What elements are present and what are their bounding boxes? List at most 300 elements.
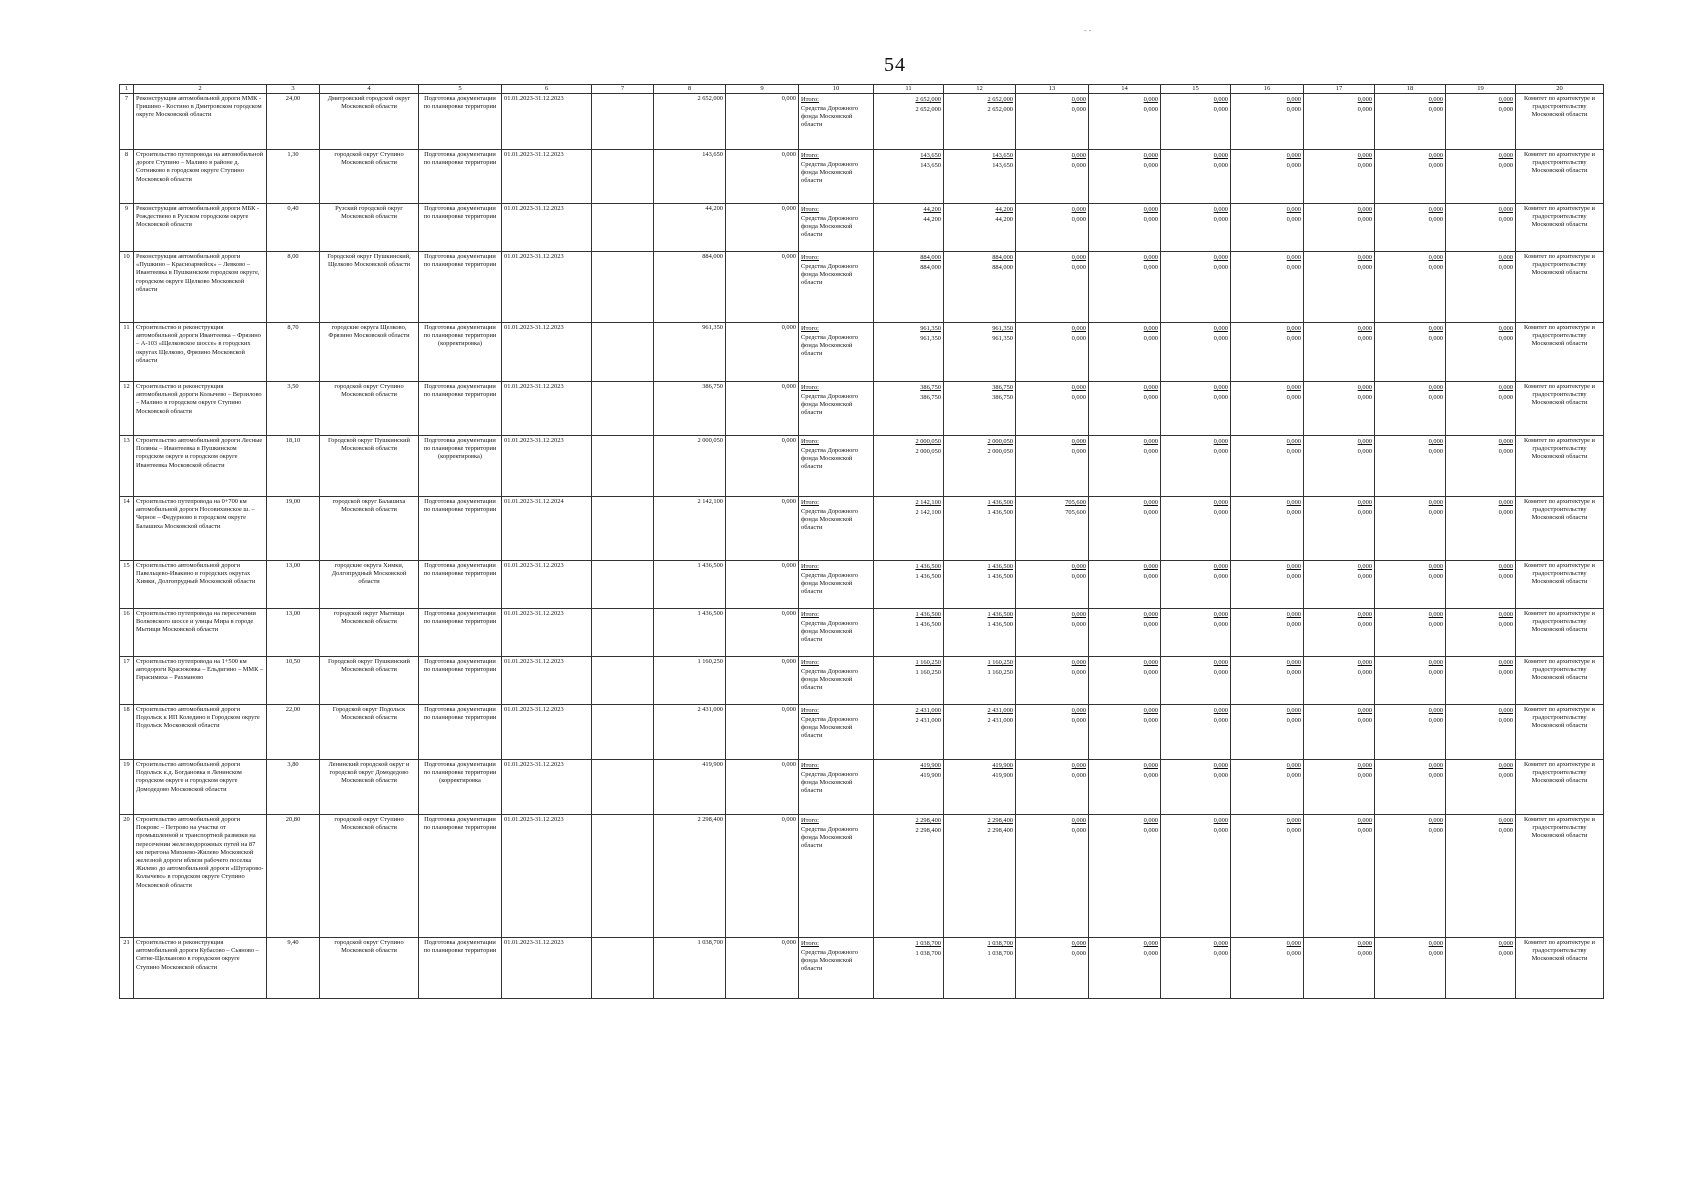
amount-value: 0,000 — [1286, 611, 1301, 618]
amount-value: 0,000 — [1357, 394, 1372, 401]
amount-value: 0,000 — [1213, 762, 1228, 769]
column-number: 10 — [799, 85, 874, 94]
amount-value: 0,000 — [1143, 325, 1158, 332]
amount-v13 — [1016, 382, 1089, 436]
amount-value: 2 298,400 — [987, 827, 1013, 834]
amount-value: 0,000 — [1428, 162, 1443, 169]
amount-value: 143,650 — [920, 162, 941, 169]
amount-value: 143,650 — [920, 152, 941, 159]
amount-value: 0,000 — [1213, 499, 1228, 506]
amount-value: 0,000 — [1498, 762, 1513, 769]
amount-value: 0,000 — [1213, 659, 1228, 666]
amount-v17 — [1304, 609, 1375, 657]
amount-v19 — [1446, 561, 1516, 609]
amount-value: 0,000 — [1428, 216, 1443, 223]
total-cost: 2 298,400 — [654, 815, 726, 938]
municipality: городской округ Ступино Московской области — [320, 150, 419, 204]
amount-v17 — [1304, 561, 1375, 609]
amount-value: 0,000 — [1071, 384, 1086, 391]
amount-v18 — [1375, 815, 1446, 938]
amount-value: 44,200 — [995, 216, 1013, 223]
amount-value: 0,000 — [1071, 448, 1086, 455]
amount-value: 0,000 — [1286, 817, 1301, 824]
amount-v16 — [1231, 760, 1304, 815]
amount-v12 — [944, 760, 1016, 815]
column-number: 12 — [944, 85, 1016, 94]
col7-value — [592, 204, 654, 252]
work-stage: Подготовка документации по планировке территории — [419, 609, 502, 657]
amount-v16 — [1231, 705, 1304, 760]
amount-value: 0,000 — [1143, 611, 1158, 618]
amount-v16 — [1231, 252, 1304, 323]
col7-value — [592, 323, 654, 382]
amount-value: 0,000 — [1428, 509, 1443, 516]
amount-value: 0,000 — [1428, 438, 1443, 445]
amount-v19 — [1446, 815, 1516, 938]
amount-v18 — [1375, 94, 1446, 150]
amount-v12 — [944, 815, 1016, 938]
funding-total-label: Итого: — [801, 563, 819, 570]
col7-value — [592, 815, 654, 938]
period: 01.01.2023-31.12.2023 — [502, 323, 592, 382]
amount-value: 0,000 — [1143, 264, 1158, 271]
column-number: 3 — [267, 85, 320, 94]
amount-value: 0,000 — [1286, 335, 1301, 342]
row-number: 7 — [120, 94, 134, 150]
amount-value: 0,000 — [1498, 499, 1513, 506]
table-row — [120, 815, 1604, 938]
amount-v15 — [1161, 382, 1231, 436]
amount-value: 0,000 — [1213, 669, 1228, 676]
amount-v18 — [1375, 657, 1446, 705]
funding-total-label: Итого: — [801, 384, 819, 391]
amount-v14 — [1089, 252, 1161, 323]
funding-total-label: Итого: — [801, 438, 819, 445]
corner-mark: - - — [1084, 26, 1092, 35]
municipality: Городской округ Пушкинский Московской области — [320, 657, 419, 705]
amount-value: 0,000 — [1498, 611, 1513, 618]
amount-value: 0,000 — [1143, 106, 1158, 113]
table-row — [120, 204, 1604, 252]
work-stage: Подготовка документации по планировке территории — [419, 938, 502, 999]
col7-value — [592, 705, 654, 760]
amount-value: 0,000 — [1428, 669, 1443, 676]
amount-value: 2 652,000 — [915, 106, 941, 113]
amount-v11 — [874, 204, 944, 252]
amount-value: 961,350 — [920, 335, 941, 342]
funding-fund-label: Средства Дорожного фонда Московской области — [801, 508, 858, 532]
amount-value: 0,000 — [1071, 335, 1086, 342]
amount-value: 884,000 — [992, 254, 1013, 261]
amount-value: 0,000 — [1213, 438, 1228, 445]
row-number: 19 — [120, 760, 134, 815]
responsible-body: Комитет по архитектуре и градостроительству Московской области — [1516, 497, 1604, 561]
funding-source — [799, 94, 874, 150]
amount-value: 0,000 — [1213, 384, 1228, 391]
amount-v12 — [944, 94, 1016, 150]
length-km: 8,00 — [267, 252, 320, 323]
table-row — [120, 497, 1604, 561]
amount-value: 0,000 — [1071, 940, 1086, 947]
amount-value: 0,000 — [1357, 762, 1372, 769]
length-km: 13,00 — [267, 561, 320, 609]
amount-value: 0,000 — [1428, 621, 1443, 628]
financed-value: 0,000 — [726, 497, 799, 561]
amount-value: 0,000 — [1286, 96, 1301, 103]
amount-v17 — [1304, 436, 1375, 497]
total-cost: 2 652,000 — [654, 94, 726, 150]
object-name: Строительство автомобильной дороги Подольск к ИП Коледино в Городском округе Подольск Московской области — [134, 705, 267, 760]
funding-fund-label: Средства Дорожного фонда Московской области — [801, 826, 858, 850]
table-row — [120, 705, 1604, 760]
amount-value: 0,000 — [1357, 817, 1372, 824]
amount-value: 0,000 — [1357, 509, 1372, 516]
funding-source — [799, 150, 874, 204]
funding-fund-label: Средства Дорожного фонда Московской области — [801, 393, 858, 417]
responsible-body: Комитет по архитектуре и градостроительству Московской области — [1516, 815, 1604, 938]
amount-value: 0,000 — [1071, 772, 1086, 779]
table-row — [120, 382, 1604, 436]
amount-v15 — [1161, 323, 1231, 382]
amount-v12 — [944, 938, 1016, 999]
amount-value: 0,000 — [1071, 817, 1086, 824]
amount-value: 0,000 — [1213, 827, 1228, 834]
amount-value: 0,000 — [1428, 384, 1443, 391]
amount-value: 0,000 — [1357, 717, 1372, 724]
amount-v11 — [874, 815, 944, 938]
amount-value: 0,000 — [1143, 499, 1158, 506]
row-number: 9 — [120, 204, 134, 252]
municipality: Городской округ Пушкинский Московской области — [320, 436, 419, 497]
amount-v16 — [1231, 382, 1304, 436]
amount-value: 0,000 — [1357, 499, 1372, 506]
municipality: Ленинский городской округ и городской округ Домодедово Московской области — [320, 760, 419, 815]
amount-v16 — [1231, 609, 1304, 657]
amount-value: 0,000 — [1213, 216, 1228, 223]
column-number: 18 — [1375, 85, 1446, 94]
amount-value: 0,000 — [1357, 448, 1372, 455]
amount-v18 — [1375, 382, 1446, 436]
responsible-body: Комитет по архитектуре и градостроительству Московской области — [1516, 938, 1604, 999]
amount-v12 — [944, 252, 1016, 323]
amount-value: 0,000 — [1498, 264, 1513, 271]
amount-v13 — [1016, 252, 1089, 323]
amount-value: 0,000 — [1428, 448, 1443, 455]
amount-value: 1 038,700 — [987, 940, 1013, 947]
amount-value: 705,600 — [1065, 509, 1086, 516]
column-number: 19 — [1446, 85, 1516, 94]
period: 01.01.2023-31.12.2023 — [502, 204, 592, 252]
amount-v14 — [1089, 561, 1161, 609]
amount-value: 0,000 — [1143, 621, 1158, 628]
amount-value: 0,000 — [1286, 325, 1301, 332]
amount-value: 0,000 — [1357, 254, 1372, 261]
total-cost: 143,650 — [654, 150, 726, 204]
row-number: 18 — [120, 705, 134, 760]
amount-v16 — [1231, 436, 1304, 497]
col7-value — [592, 497, 654, 561]
col7-value — [592, 657, 654, 705]
period: 01.01.2023-31.12.2023 — [502, 436, 592, 497]
amount-v13 — [1016, 436, 1089, 497]
amount-v15 — [1161, 561, 1231, 609]
amount-value: 0,000 — [1286, 499, 1301, 506]
object-name: Реконструкция автомобильной дороги «Пушкино – Красноармейск» – Левково – Ивантеевка в Пушкинском городском округе, городском округе Щелково Московской области — [134, 252, 267, 323]
amount-value: 0,000 — [1143, 573, 1158, 580]
municipality: городской округ Балашиха Московской области — [320, 497, 419, 561]
municipality: городские округа Щелково, Фрязино Московской области — [320, 323, 419, 382]
amount-value: 0,000 — [1213, 106, 1228, 113]
funding-source — [799, 204, 874, 252]
amount-v16 — [1231, 561, 1304, 609]
municipality: городской округ Мытищи Московской области — [320, 609, 419, 657]
responsible-body: Комитет по архитектуре и градостроительству Московской области — [1516, 150, 1604, 204]
amount-v16 — [1231, 150, 1304, 204]
funding-source — [799, 561, 874, 609]
amount-v18 — [1375, 705, 1446, 760]
object-name: Строительство и реконструкция автомобильной дороги Колычево – Верзилово – Малино в городском округе Ступино Московской области — [134, 382, 267, 436]
amount-v15 — [1161, 436, 1231, 497]
funding-total-label: Итого: — [801, 96, 819, 103]
funding-fund-label: Средства Дорожного фонда Московской области — [801, 716, 858, 740]
length-km: 10,50 — [267, 657, 320, 705]
work-stage: Подготовка документации по планировке территории — [419, 705, 502, 760]
amount-v14 — [1089, 323, 1161, 382]
length-km: 18,10 — [267, 436, 320, 497]
amount-value: 0,000 — [1071, 717, 1086, 724]
amount-v18 — [1375, 150, 1446, 204]
financed-value: 0,000 — [726, 150, 799, 204]
total-cost: 386,750 — [654, 382, 726, 436]
amount-value: 0,000 — [1357, 438, 1372, 445]
amount-value: 0,000 — [1286, 509, 1301, 516]
amount-v12 — [944, 657, 1016, 705]
work-stage: Подготовка документации по планировке территории — [419, 497, 502, 561]
amount-value: 0,000 — [1071, 96, 1086, 103]
amount-v19 — [1446, 938, 1516, 999]
amount-value: 0,000 — [1213, 707, 1228, 714]
object-name: Строительство автомобильной дороги Павельцево-Ивакино в городских округах Химки, Долгопрудный Московской области — [134, 561, 267, 609]
amount-value: 0,000 — [1143, 669, 1158, 676]
amount-value: 0,000 — [1143, 394, 1158, 401]
amount-value: 0,000 — [1498, 438, 1513, 445]
amount-value: 0,000 — [1357, 563, 1372, 570]
amount-v14 — [1089, 94, 1161, 150]
period: 01.01.2023-31.12.2023 — [502, 382, 592, 436]
funding-source — [799, 657, 874, 705]
column-number: 17 — [1304, 85, 1375, 94]
amount-value: 0,000 — [1286, 621, 1301, 628]
amount-value: 0,000 — [1498, 206, 1513, 213]
amount-v14 — [1089, 150, 1161, 204]
work-stage: Подготовка документации по планировке территории — [419, 94, 502, 150]
financed-value: 0,000 — [726, 561, 799, 609]
municipality: городские округа Химки, Долгопрудный Московской области — [320, 561, 419, 609]
page-number: 54 — [884, 54, 906, 76]
amount-value: 0,000 — [1143, 950, 1158, 957]
amount-v17 — [1304, 760, 1375, 815]
amount-v13 — [1016, 561, 1089, 609]
period: 01.01.2023-31.12.2023 — [502, 760, 592, 815]
funding-source — [799, 382, 874, 436]
funding-source — [799, 609, 874, 657]
amount-v15 — [1161, 497, 1231, 561]
amount-value: 0,000 — [1428, 611, 1443, 618]
amount-value: 0,000 — [1428, 659, 1443, 666]
amount-value: 0,000 — [1213, 448, 1228, 455]
table-row — [120, 436, 1604, 497]
object-name: Строительство путепровода на 0+700 км автомобильной дороги Носовихинское ш. – Черное – Федурново в городском округе Балашиха Московской области — [134, 497, 267, 561]
funding-source — [799, 705, 874, 760]
amount-value: 419,900 — [920, 772, 941, 779]
amount-value: 0,000 — [1428, 762, 1443, 769]
period: 01.01.2023-31.12.2023 — [502, 252, 592, 323]
amount-v17 — [1304, 815, 1375, 938]
amount-value: 1 436,500 — [987, 611, 1013, 618]
period: 01.01.2023-31.12.2023 — [502, 705, 592, 760]
amount-v16 — [1231, 204, 1304, 252]
financed-value: 0,000 — [726, 323, 799, 382]
col7-value — [592, 436, 654, 497]
amount-v12 — [944, 436, 1016, 497]
amount-value: 0,000 — [1357, 96, 1372, 103]
funding-source — [799, 938, 874, 999]
amount-v13 — [1016, 657, 1089, 705]
amount-value: 0,000 — [1428, 206, 1443, 213]
amount-v18 — [1375, 497, 1446, 561]
amount-value: 0,000 — [1286, 940, 1301, 947]
financed-value: 0,000 — [726, 204, 799, 252]
amount-value: 0,000 — [1498, 563, 1513, 570]
amount-value: 0,000 — [1428, 563, 1443, 570]
amount-value: 0,000 — [1071, 659, 1086, 666]
amount-value: 0,000 — [1286, 206, 1301, 213]
amount-value: 0,000 — [1357, 335, 1372, 342]
amount-value: 0,000 — [1498, 817, 1513, 824]
amount-value: 1 436,500 — [915, 621, 941, 628]
col7-value — [592, 94, 654, 150]
amount-value: 0,000 — [1428, 254, 1443, 261]
responsible-body: Комитет по архитектуре и градостроительству Московской области — [1516, 609, 1604, 657]
amount-value: 0,000 — [1286, 384, 1301, 391]
amount-value: 0,000 — [1143, 335, 1158, 342]
work-stage: Подготовка документации по планировке территории — [419, 657, 502, 705]
amount-value: 1 038,700 — [915, 940, 941, 947]
amount-v19 — [1446, 497, 1516, 561]
amount-value: 0,000 — [1071, 438, 1086, 445]
amount-value: 2 431,000 — [987, 707, 1013, 714]
funding-total-label: Итого: — [801, 707, 819, 714]
municipality: городской округ Ступино Московской области — [320, 382, 419, 436]
total-cost: 2 000,050 — [654, 436, 726, 497]
amount-v17 — [1304, 323, 1375, 382]
column-number: 9 — [726, 85, 799, 94]
amount-v13 — [1016, 815, 1089, 938]
amount-value: 0,000 — [1143, 509, 1158, 516]
responsible-body: Комитет по архитектуре и градостроительству Московской области — [1516, 436, 1604, 497]
amount-value: 0,000 — [1071, 573, 1086, 580]
column-number: 14 — [1089, 85, 1161, 94]
amount-value: 0,000 — [1143, 762, 1158, 769]
funding-total-label: Итого: — [801, 940, 819, 947]
amount-value: 0,000 — [1357, 621, 1372, 628]
amount-value: 0,000 — [1071, 216, 1086, 223]
work-stage: Подготовка документации по планировке территории — [419, 382, 502, 436]
amount-value: 0,000 — [1498, 96, 1513, 103]
amount-value: 961,350 — [992, 335, 1013, 342]
amount-value: 2 652,000 — [915, 96, 941, 103]
amount-v16 — [1231, 815, 1304, 938]
amount-v16 — [1231, 323, 1304, 382]
amount-value: 0,000 — [1213, 573, 1228, 580]
amount-v11 — [874, 609, 944, 657]
amount-value: 1 038,700 — [987, 950, 1013, 957]
amount-v19 — [1446, 705, 1516, 760]
row-number: 10 — [120, 252, 134, 323]
amount-v15 — [1161, 657, 1231, 705]
amount-value: 0,000 — [1498, 772, 1513, 779]
funding-fund-label: Средства Дорожного фонда Московской области — [801, 572, 858, 596]
amount-value: 0,000 — [1071, 762, 1086, 769]
amount-value: 0,000 — [1498, 707, 1513, 714]
amount-value: 386,750 — [920, 394, 941, 401]
amount-value: 0,000 — [1498, 940, 1513, 947]
financed-value: 0,000 — [726, 252, 799, 323]
column-number: 6 — [502, 85, 592, 94]
amount-value: 1 436,500 — [987, 621, 1013, 628]
amount-value: 0,000 — [1071, 325, 1086, 332]
amount-value: 386,750 — [992, 394, 1013, 401]
amount-value: 0,000 — [1498, 509, 1513, 516]
amount-v18 — [1375, 252, 1446, 323]
funding-source — [799, 436, 874, 497]
amount-value: 44,200 — [995, 206, 1013, 213]
amount-v13 — [1016, 760, 1089, 815]
amount-value: 0,000 — [1357, 152, 1372, 159]
amount-v15 — [1161, 150, 1231, 204]
amount-v19 — [1446, 760, 1516, 815]
amount-value: 0,000 — [1213, 621, 1228, 628]
period: 01.01.2023-31.12.2023 — [502, 609, 592, 657]
amount-value: 0,000 — [1286, 717, 1301, 724]
period: 01.01.2023-31.12.2023 — [502, 815, 592, 938]
amount-value: 0,000 — [1213, 325, 1228, 332]
amount-v13 — [1016, 705, 1089, 760]
column-number: 2 — [134, 85, 267, 94]
row-number: 15 — [120, 561, 134, 609]
amount-value: 2 298,400 — [915, 817, 941, 824]
amount-value: 0,000 — [1143, 448, 1158, 455]
amount-value: 0,000 — [1071, 563, 1086, 570]
col7-value — [592, 609, 654, 657]
amount-v19 — [1446, 609, 1516, 657]
table-row — [120, 609, 1604, 657]
amount-value: 0,000 — [1286, 264, 1301, 271]
amount-value: 0,000 — [1357, 206, 1372, 213]
amount-value: 0,000 — [1143, 254, 1158, 261]
amount-value: 0,000 — [1213, 817, 1228, 824]
budget-table — [119, 84, 1604, 999]
amount-v16 — [1231, 938, 1304, 999]
period: 01.01.2023-31.12.2023 — [502, 657, 592, 705]
amount-value: 44,200 — [923, 216, 941, 223]
amount-value: 0,000 — [1286, 448, 1301, 455]
amount-value: 44,200 — [923, 206, 941, 213]
amount-v18 — [1375, 436, 1446, 497]
amount-v17 — [1304, 204, 1375, 252]
funding-total-label: Итого: — [801, 325, 819, 332]
table-row — [120, 561, 1604, 609]
